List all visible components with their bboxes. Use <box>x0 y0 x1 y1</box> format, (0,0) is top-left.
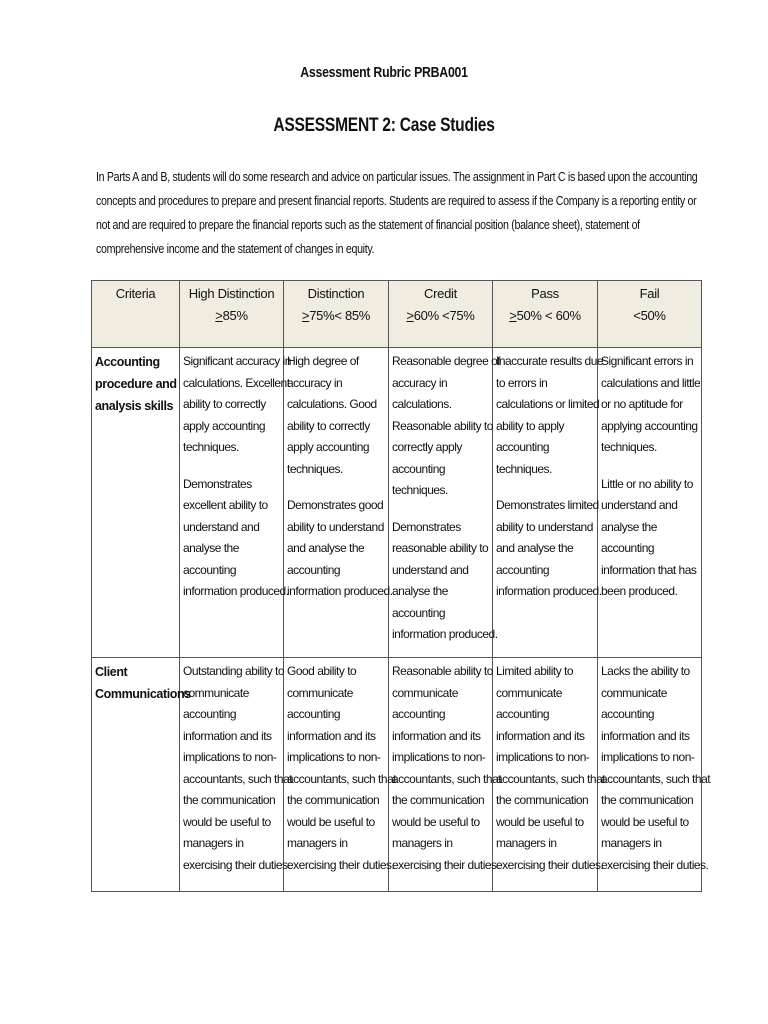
descriptor-line: ability to apply <box>496 418 565 433</box>
descriptor-line: apply accounting <box>183 418 266 433</box>
descriptor-paragraph <box>496 495 602 603</box>
descriptor-line: calculations. Good <box>287 397 377 411</box>
header-range-value: 50% < 60% <box>516 308 581 323</box>
descriptor-line: calculations. Excellent <box>183 375 290 390</box>
descriptor-line: information and its <box>496 728 585 743</box>
descriptor-line: Demonstrates <box>392 519 461 534</box>
descriptor-line: the communication <box>496 793 589 807</box>
descriptor-line: managers in <box>183 836 244 850</box>
descriptor-paragraph <box>183 661 293 876</box>
grade-descriptor-cell <box>180 348 291 658</box>
document-subtitle: ASSESSMENT 2: Case Studies <box>273 115 495 136</box>
descriptor-line: managers in <box>392 836 453 850</box>
descriptor-line: implications to non- <box>601 750 695 764</box>
descriptor-line: accounting <box>287 562 341 577</box>
descriptor-line: exercising their duties. <box>287 857 395 872</box>
descriptor-line: would be useful to <box>287 814 375 829</box>
descriptor-line: accuracy in <box>392 375 448 390</box>
descriptor-line: information produced. <box>392 627 498 641</box>
criteria-cell <box>92 658 191 892</box>
descriptor-line: techniques. <box>496 461 552 476</box>
header-distinction <box>284 281 389 348</box>
descriptor-line: accounting <box>496 440 550 454</box>
descriptor-line: information and its <box>601 728 690 743</box>
descriptor-line: analyse the <box>601 519 657 534</box>
descriptor-line: accountants, such that <box>183 771 293 786</box>
grade-descriptor-cell <box>389 658 502 892</box>
descriptor-line: correctly apply <box>392 440 462 454</box>
descriptor-line: exercising their duties. <box>183 857 291 872</box>
rubric-row <box>92 658 702 892</box>
descriptor-line: applying accounting <box>601 418 698 433</box>
descriptor-line: Demonstrates good <box>287 498 384 512</box>
descriptor-line: excellent ability to <box>183 498 268 512</box>
descriptor-line: Good ability to <box>287 664 357 678</box>
descriptor-line: apply accounting <box>287 440 370 454</box>
grade-descriptor-cell <box>284 348 393 658</box>
descriptor-line: accounting <box>392 461 446 476</box>
descriptor-paragraph <box>601 474 699 603</box>
header-range <box>493 305 597 327</box>
descriptor-line: would be useful to <box>601 814 689 829</box>
descriptor-line: Limited ability to <box>496 664 574 678</box>
descriptor-line: Lacks the ability to <box>601 664 690 678</box>
header-range-value: 75%< 85% <box>309 308 371 323</box>
grade-descriptor-cell <box>493 348 604 658</box>
descriptor-line: calculations. <box>392 397 452 411</box>
descriptor-line: and analyse the <box>287 541 365 555</box>
criteria-line: Communications <box>95 687 191 701</box>
header-range <box>284 305 388 327</box>
descriptor-line: techniques. <box>392 483 448 497</box>
descriptor-paragraph <box>183 474 289 603</box>
descriptor-line: and analyse the <box>496 541 574 555</box>
descriptor-line: Significant accuracy in <box>183 354 291 368</box>
descriptor-line: accountants, such that <box>496 771 606 786</box>
descriptor-line: exercising their duties. <box>392 857 500 872</box>
descriptor-line: techniques. <box>601 440 657 454</box>
descriptor-line: reasonable ability to <box>392 541 489 555</box>
rubric-row <box>92 348 702 658</box>
descriptor-paragraph <box>183 351 291 459</box>
header-label: Fail <box>639 286 660 301</box>
descriptor-paragraph <box>287 351 386 480</box>
criteria-line: analysis skills <box>95 399 174 413</box>
header-label: Pass <box>531 286 559 301</box>
document-title: Assessment Rubric PRBA001 <box>300 64 468 81</box>
descriptor-line: would be useful to <box>392 814 480 829</box>
descriptor-line: analyse the <box>392 584 448 598</box>
descriptor-line: implications to non- <box>496 750 590 764</box>
descriptor-line: accounting <box>601 541 655 555</box>
descriptor-line: exercising their duties. <box>601 857 709 872</box>
descriptor-paragraph <box>496 351 604 480</box>
descriptor-line: communicate <box>287 685 353 700</box>
descriptor-line: managers in <box>287 836 348 850</box>
descriptor-paragraph <box>601 351 699 459</box>
descriptor-line: communicate <box>183 685 249 700</box>
descriptor-line: the communication <box>183 793 276 807</box>
descriptor-line: implications to non- <box>183 750 277 764</box>
descriptor-line: accountants, such that <box>392 771 502 786</box>
descriptor-line: Demonstrates limited <box>496 498 599 512</box>
descriptor-line: ability to understand <box>287 519 384 534</box>
descriptor-paragraph <box>392 517 498 646</box>
descriptor-line: Reasonable degree of <box>392 354 501 368</box>
descriptor-line: been produced. <box>601 584 678 598</box>
descriptor-line: information produced. <box>183 584 289 598</box>
descriptor-line: Reasonable ability to <box>392 418 493 433</box>
rubric-table <box>91 280 711 892</box>
descriptor-line: techniques. <box>183 440 239 454</box>
header-range <box>180 305 283 327</box>
header-pass <box>493 281 598 348</box>
descriptor-line: Inaccurate results due <box>496 354 604 368</box>
header-range-prefix: > <box>301 308 310 323</box>
descriptor-line: High degree of <box>287 354 359 368</box>
descriptor-line: accuracy in <box>287 375 343 390</box>
descriptor-line: ability to correctly <box>183 397 266 411</box>
intro-line: concepts and procedures to prepare and present financial reports. Students are required to assess if the Company is a reporting entity or <box>96 193 697 208</box>
descriptor-line: accounting <box>496 562 550 577</box>
descriptor-line: information and its <box>183 728 272 743</box>
header-range-value: <50% <box>633 308 666 323</box>
descriptor-line: Demonstrates <box>183 476 252 491</box>
criteria-line: Client <box>95 665 128 679</box>
descriptor-line: understand and <box>392 562 469 577</box>
grade-descriptor-cell <box>598 348 702 658</box>
header-range-value: 85% <box>222 308 248 323</box>
descriptor-line: accounting <box>183 562 237 577</box>
header-credit <box>389 281 493 348</box>
grade-descriptor-cell <box>389 348 501 658</box>
descriptor-line: calculations and little <box>601 375 701 390</box>
descriptor-line: exercising their duties. <box>496 857 604 872</box>
descriptor-line: to errors in <box>496 375 548 390</box>
descriptor-line: accounting <box>392 707 446 721</box>
descriptor-line: communicate <box>601 685 667 700</box>
descriptor-line: understand and <box>601 498 678 512</box>
descriptor-line: accountants, such that <box>287 771 397 786</box>
descriptor-line: accounting <box>287 707 341 721</box>
header-label: Criteria <box>115 286 156 301</box>
intro-paragraph <box>96 165 698 261</box>
descriptor-line: information and its <box>392 728 481 743</box>
descriptor-paragraph <box>287 495 393 603</box>
descriptor-paragraph <box>287 661 397 876</box>
header-range <box>389 305 492 327</box>
descriptor-line: ability to correctly <box>287 418 370 433</box>
criteria-line: procedure and <box>95 377 177 391</box>
descriptor-line: information that has <box>601 562 697 577</box>
descriptor-line: analyse the <box>183 541 239 555</box>
descriptor-line: Little or no ability to <box>601 476 693 491</box>
descriptor-line: calculations or limited <box>496 397 600 411</box>
descriptor-line: communicate <box>392 685 458 700</box>
descriptor-line: accounting <box>392 605 446 620</box>
descriptor-line: the communication <box>392 793 485 807</box>
intro-line: comprehensive income and the statement of changes in equity. <box>96 241 375 256</box>
descriptor-line: understand and <box>183 519 260 534</box>
descriptor-line: would be useful to <box>183 814 271 829</box>
header-fail <box>598 281 702 348</box>
header-high-distinction <box>180 281 284 348</box>
descriptor-line: would be useful to <box>496 814 584 829</box>
descriptor-paragraph <box>392 351 501 502</box>
descriptor-line: managers in <box>496 836 557 850</box>
descriptor-line: implications to non- <box>392 750 486 764</box>
descriptor-line: techniques. <box>287 461 343 476</box>
descriptor-line: accountants, such that <box>601 771 711 786</box>
header-label: Distinction <box>307 286 365 301</box>
descriptor-line: ability to understand <box>496 519 593 534</box>
descriptor-line: Significant errors in <box>601 354 694 368</box>
grade-descriptor-cell <box>598 658 711 892</box>
header-range-prefix: > <box>509 308 517 323</box>
descriptor-line: the communication <box>287 793 380 807</box>
grade-descriptor-cell <box>180 658 293 892</box>
descriptor-line: accounting <box>496 707 550 721</box>
header-range-value: 60% <75% <box>413 308 475 323</box>
rubric-header-row <box>92 281 702 348</box>
descriptor-line: the communication <box>601 793 694 807</box>
header-label: High Distinction <box>188 286 275 301</box>
descriptor-line: information produced. <box>287 584 393 598</box>
descriptor-line: accounting <box>183 707 237 721</box>
header-criteria <box>92 281 180 348</box>
header-range-prefix: > <box>215 308 223 323</box>
descriptor-line: managers in <box>601 836 662 850</box>
header-range-prefix: > <box>406 308 414 323</box>
intro-line: not and are required to prepare the financial reports such as the statement of financial position (balance sheet), statement of <box>96 217 640 232</box>
descriptor-line: or no aptitude for <box>601 397 683 411</box>
descriptor-line: Reasonable ability to <box>392 664 493 678</box>
header-label: Credit <box>424 286 457 301</box>
descriptor-line: accounting <box>601 707 655 721</box>
descriptor-paragraph <box>392 661 502 876</box>
criteria-line: Accounting <box>95 355 160 369</box>
intro-line: In Parts A and B, students will do some research and advice on particular issues. The assignment in Part C is based upon the accounting <box>96 169 698 184</box>
descriptor-line: information and its <box>287 728 376 743</box>
grade-descriptor-cell <box>493 658 606 892</box>
descriptor-line: implications to non- <box>287 750 381 764</box>
descriptor-line: Outstanding ability to <box>183 664 285 678</box>
descriptor-paragraph <box>601 661 711 876</box>
header-range <box>598 305 701 327</box>
descriptor-paragraph <box>496 661 606 876</box>
descriptor-line: communicate <box>496 685 562 700</box>
criteria-cell <box>92 348 180 658</box>
grade-descriptor-cell <box>284 658 397 892</box>
descriptor-line: information produced. <box>496 584 602 598</box>
